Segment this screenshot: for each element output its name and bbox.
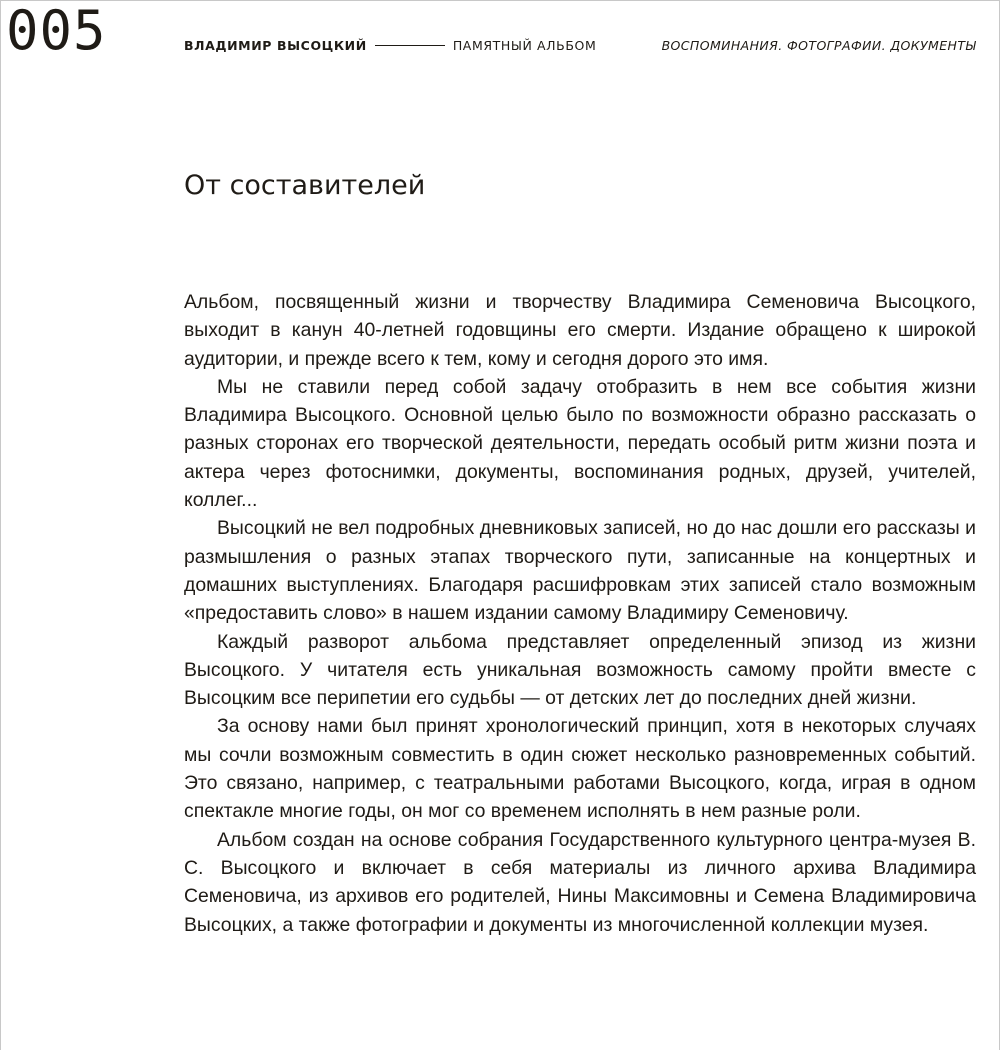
- body-paragraph: Высоцкий не вел подробных дневниковых записей, но до нас дошли его рассказы и размышления о разных этапах творческого пути, записанные на концертных и домашних выступлениях. Благодаря расшифровкам этих записей стало возможным «предоставить слово» в нашем издании самому Владимиру Семеновичу.: [184, 517, 976, 625]
- section-caption: ВОСПОМИНАНИЯ. ФОТОГРАФИИ. ДОКУМЕНТЫ: [661, 38, 976, 53]
- running-head: [184, 38, 596, 53]
- body-paragraph: За основу нами был принят хронологический принцип, хотя в некоторых случаях мы сочли возможным совместить в один сюжет несколько разновременных событий. Это связано, например, с театральными работами Высоцкого, когда, играя в одном спектакле многие годы, он мог со временем исполнять в нем разные роли.: [184, 715, 976, 823]
- article-title: От составителей: [184, 170, 426, 201]
- body-paragraph: Альбом создан на основе собрания Государственного культурного центра-музея В. С. Высоцкого и включает в себя материалы из личного архива Владимира Семеновича, из архивов его родителей, Нины Максимовны и Семена Владимировича Высоцких, а также фотографии и документы из многочисленной коллекции музея.: [184, 828, 976, 936]
- article-body: [184, 288, 976, 939]
- body-paragraph: Каждый разворот альбома представляет определенный эпизод из жизни Высоцкого. У читателя есть уникальная возможность самому пройти вместе с Высоцким все перипетии его судьбы — от детских лет до последних дней жизни.: [184, 630, 976, 710]
- body-paragraph: Мы не ставили перед собой задачу отобразить в нем все события жизни Владимира Высоцкого. Основной целью было по возможности образно рассказать о разных сторонах его творческой деятельности, передать особый ритм жизни поэта и актера через фотоснимки, документы, воспоминания родных, друзей, учителей, коллег...: [184, 375, 976, 512]
- page-number: 005: [6, 0, 107, 62]
- running-head-album: ПАМЯТНЫЙ АЛЬБОМ: [452, 38, 597, 53]
- body-paragraph: Альбом, посвященный жизни и творчеству Владимира Семеновича Высоцкого, выходит в канун 40-летней годовщины его смерти. Издание обращено к широкой аудитории, и прежде всего к тем, кому и сегодня дорого это имя.: [184, 291, 976, 370]
- running-head-author: ВЛАДИМИР ВЫСОЦКИЙ: [184, 38, 367, 53]
- running-head-rule: [375, 45, 445, 46]
